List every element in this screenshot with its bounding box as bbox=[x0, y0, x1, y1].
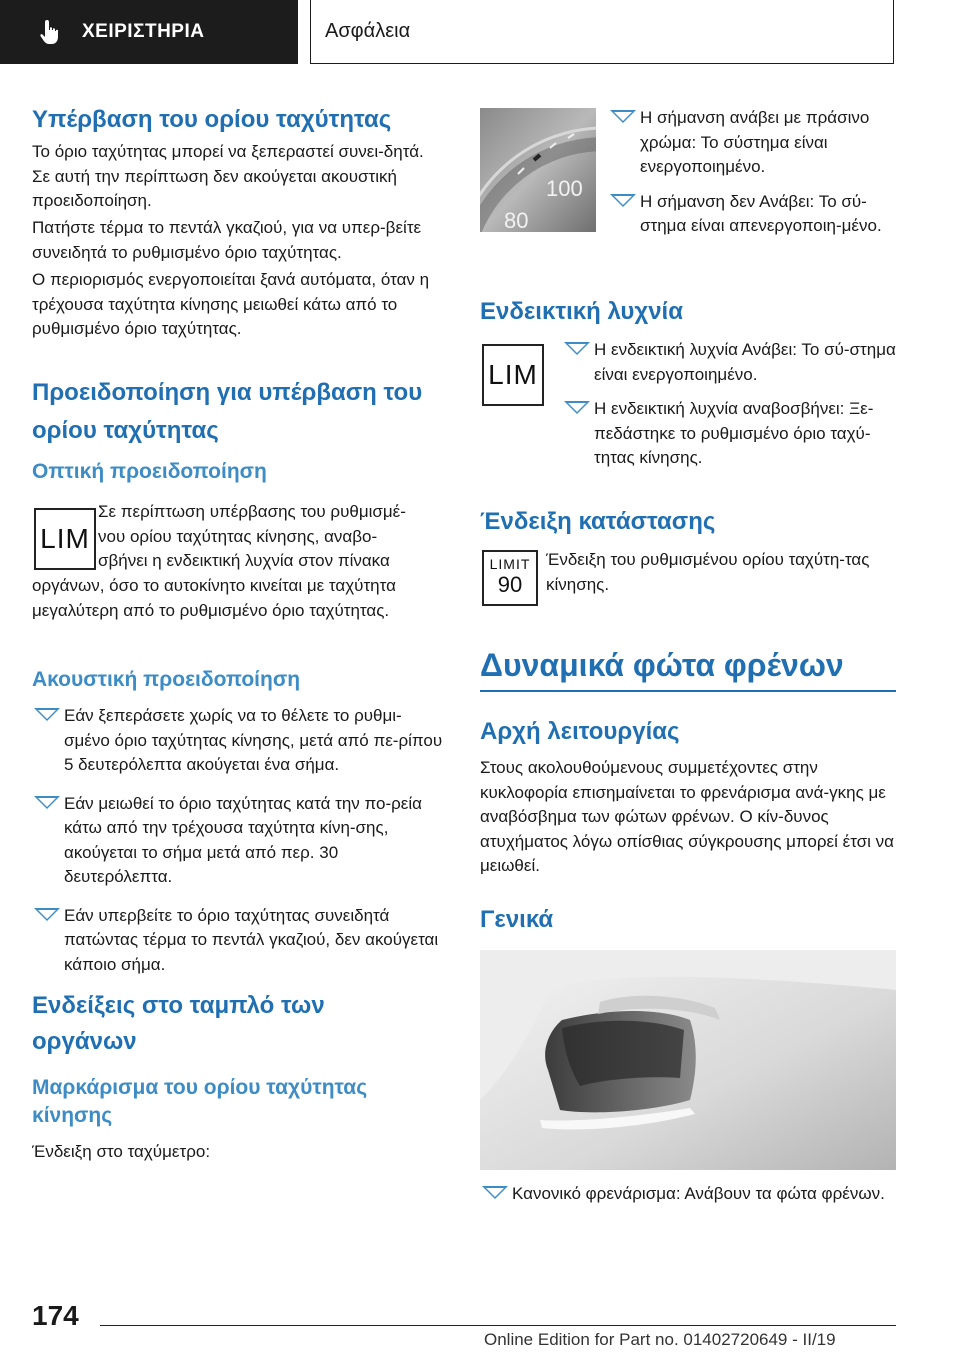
triangle-bullet-icon bbox=[564, 342, 590, 355]
list-item-text: Η σήμανση ανάβει με πράσινο χρώμα: Το σύστημα είναι ενεργοποιημένο. bbox=[640, 108, 870, 176]
lim-indicator-label: LIM bbox=[40, 523, 90, 554]
limit-90-icon bbox=[482, 550, 538, 606]
section-tab[interactable] bbox=[310, 0, 894, 64]
speedometer-image bbox=[480, 108, 596, 232]
paragraph-operating-principle: Στους ακολουθούμενους συμμετέχοντες στην κυκλοφορία επισημαίνεται το φρενάρισμα ανά-γκης με αναβόσβημα των φώτων φρένων. Ο κίν-δυνος ατυχήματος λόγω οπίσθιας σύγκρουσης μπορεί έτσι να μειωθεί. bbox=[480, 758, 895, 875]
heading-general: Γενικά bbox=[480, 906, 554, 933]
list-item bbox=[32, 904, 444, 978]
manual-tab[interactable] bbox=[0, 0, 298, 64]
heading-acoustic-warning: Ακουστική προειδοποίηση bbox=[32, 668, 301, 691]
heading-indicator-lamp: Ενδεικτική λυχνία bbox=[480, 298, 683, 325]
list-item-text: Κανονικό φρενάρισμα: Ανάβουν τα φώτα φρένων. bbox=[512, 1184, 885, 1203]
heading-overspeed: Υπέρβαση του ορίου ταχύτητας bbox=[32, 106, 392, 133]
acoustic-warning-list bbox=[32, 704, 444, 977]
list-item-text: Εάν ξεπεράσετε χωρίς να το θέλετε το ρυθμι-σμένο όριο ταχύτητας κίνησης, μετά από πε-ρίπου 5 δευτερόλεπτα ακούγεται ένα σήμα. bbox=[64, 706, 443, 774]
page-header bbox=[0, 0, 960, 64]
heading-operating-principle: Αρχή λειτουργίας bbox=[480, 718, 680, 745]
list-item-text: Εάν μειωθεί το όριο ταχύτητας κατά την πο-ρεία κάτω από την τρέχουσα ταχύτητα κίνη-σης, ακούγεται το σήμα μετά από περ. 30 δευτερόλεπτα. bbox=[64, 793, 422, 886]
list-item bbox=[562, 338, 898, 387]
list-item-text: Εάν υπερβείτε το όριο ταχύτητας συνειδητά πατώντας τέρμα το πεντάλ γκαζιού, δεν ακούγεται κάποιο σήμα. bbox=[64, 905, 439, 974]
brake-light-image bbox=[480, 950, 896, 1170]
paragraph-status: Ένδειξη του ρυθμισμένου ορίου ταχύτη-τας κίνησης. bbox=[546, 550, 870, 594]
list-item bbox=[562, 397, 898, 471]
paragraph-visual-line-2: νου ορίου ταχύτητας κίνησης, αναβο- bbox=[98, 527, 378, 546]
paragraph-visual-line-4: οργάνων, όσο το αυτοκίνητο κινείται με ταχύτητα μεγαλύτερη από το ρυθμισμένο όριο ταχύτητας. bbox=[32, 576, 396, 620]
lim-indicator-icon bbox=[482, 344, 544, 406]
list-item-text: Η ενδεικτική λυχνία αναβοσβήνει: Ξε-πεδάστηκε το ρυθμισμένο όριο ταχύ-τητας κίνησης. bbox=[594, 399, 874, 467]
limit-label: LIMIT bbox=[489, 556, 531, 572]
list-item-text: Η σήμανση δεν Ανάβει: Το σύ-στημα είναι απενεργοποιη-μένο. bbox=[640, 191, 882, 235]
section-tab-label: Ασφάλεια bbox=[325, 20, 411, 42]
section-divider bbox=[480, 690, 896, 692]
list-item bbox=[608, 190, 898, 239]
heading-status-display: Ένδειξη κατάστασης bbox=[480, 508, 716, 535]
brake-light-list bbox=[480, 1182, 896, 1207]
heading-dynamic-brake-lights: Δυναμικά φώτα φρένων bbox=[480, 647, 844, 683]
hand-pointer-icon bbox=[38, 18, 62, 46]
list-item bbox=[32, 792, 444, 890]
list-item bbox=[32, 704, 444, 778]
manual-tab-label: ΧΕΙΡΙΣΤΗΡΙΑ bbox=[82, 21, 205, 42]
paragraph-visual-line-3: σβήνει η ενδεικτική λυχνία στον πίνακα bbox=[98, 551, 390, 570]
paragraph-overspeed-2: Πατήστε τέρμα το πεντάλ γκαζιού, για να υπερ-βείτε συνειδητά το ρυθμισμένο όριο ταχύτητας. bbox=[32, 218, 422, 262]
triangle-bullet-icon bbox=[564, 401, 590, 414]
paragraph-visual-line-1: Σε περίπτωση υπέρβασης του ρυθμισμέ- bbox=[98, 502, 406, 521]
footer-rule bbox=[100, 1325, 896, 1326]
triangle-bullet-icon bbox=[482, 1186, 508, 1199]
list-item bbox=[608, 106, 898, 180]
indicator-lamp-list bbox=[562, 338, 898, 471]
lim-indicator-label: LIM bbox=[488, 359, 538, 390]
tab-divider bbox=[298, 0, 310, 64]
triangle-bullet-icon bbox=[34, 708, 60, 721]
heading-speed-limit-marking: Μαρκάρισμα του ορίου ταχύτητας κίνησης bbox=[32, 1076, 368, 1127]
gauge-label-80: 80 bbox=[504, 208, 529, 232]
paragraph-speedometer: Ένδειξη στο ταχύμετρο: bbox=[32, 1142, 211, 1161]
heading-visual-warning: Οπτική προειδοποίηση bbox=[32, 460, 267, 483]
page-number: 174 bbox=[32, 1300, 79, 1331]
lim-indicator-icon bbox=[34, 508, 96, 570]
triangle-bullet-icon bbox=[610, 194, 636, 207]
speedometer-marking-list bbox=[608, 106, 898, 239]
list-item-text: Η ενδεικτική λυχνία Ανάβει: Το σύ-στημα είναι ενεργοποιημένο. bbox=[594, 340, 896, 384]
heading-cluster-indications: Ενδείξεις στο ταμπλό των οργάνων bbox=[32, 992, 325, 1055]
triangle-bullet-icon bbox=[610, 110, 636, 123]
limit-value: 90 bbox=[497, 572, 523, 597]
paragraph-overspeed-1: Το όριο ταχύτητας μπορεί να ξεπεραστεί συνει-δητά. Σε αυτή την περίπτωση δεν ακούγεται ακουστική προειδοποίηση. bbox=[32, 142, 424, 210]
footer-edition: Online Edition for Part no. 01402720649 - II/19 bbox=[484, 1330, 836, 1349]
triangle-bullet-icon bbox=[34, 796, 60, 809]
list-item bbox=[480, 1182, 896, 1207]
paragraph-overspeed-3: Ο περιορισμός ενεργοποιείται ξανά αυτόματα, όταν η τρέχουσα ταχύτητα κίνησης μειωθεί κάτω από το ρυθμισμένο όριο ταχύτητας. bbox=[32, 270, 430, 338]
gauge-label-100: 100 bbox=[546, 176, 583, 201]
heading-overspeed-warning: Προειδοποίηση για υπέρβαση του ορίου ταχύτητας bbox=[32, 379, 423, 444]
triangle-bullet-icon bbox=[34, 908, 60, 921]
